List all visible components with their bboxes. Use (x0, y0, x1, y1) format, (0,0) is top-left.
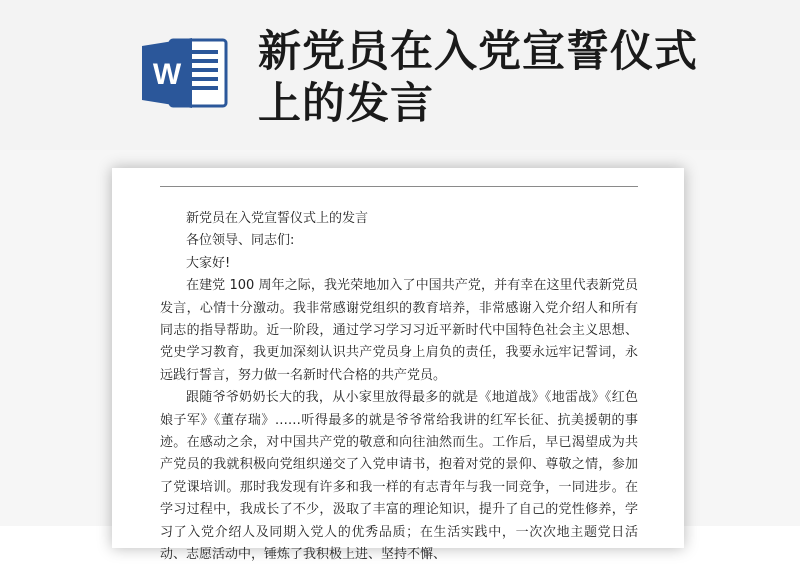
header-rule (160, 186, 638, 187)
doc-paragraph: 在建党 100 周年之际，我光荣地加入了中国共产党，并有幸在这里代表新党员发言，心情十分激动。我非常感谢党组织的教育培养，非常感谢入党介绍人和所有同志的指导帮助。近一阶段，通过学习学习习近平新时代中国特色社会主义思想、党史学习教育，我更加深刻认识共产党员身上肩负的责任，我要永远牢记誓词，永远践行誓言，努力做一名新时代合格的共产党员。 (160, 278, 638, 383)
page-title: 新党员在入党宣誓仪式上的发言 (258, 27, 698, 129)
word-icon (140, 36, 230, 110)
doc-salutation: 各位领导、同志们: (186, 233, 295, 249)
document-page (112, 168, 684, 563)
word-icon-letter: W (152, 58, 182, 91)
doc-greeting: 大家好! (186, 255, 231, 271)
document-body (160, 208, 638, 567)
doc-heading: 新党员在入党宣誓仪式上的发言 (186, 211, 369, 226)
doc-paragraph: 跟随爷爷奶奶长大的我，从小家里放得最多的就是《地道战》《地雷战》《红色娘子军》《董存瑞》……听得最多的就是爷爷常给我讲的红军长征、抗美援朝的事迹。在感动之余，对中国共产党的敬意和向往油然而生。工作后，早已渴望成为共产党员的我就积极向党组织递交了入党申请书，抱着对党的景仰、尊敬之情，参加了党课培训。那时我发现有许多和我一样的有志青年与我一同竞争，一同进步。在学习过程中，我成长了不少，汲取了丰富的理论知识，提升了自己的党性修养，学习了入党介绍人及同期入党人的优秀品质；在生活实践中，一次次地主题党日活动、志愿活动中，锤炼了我积极上进、坚持不懈、 (160, 390, 638, 563)
